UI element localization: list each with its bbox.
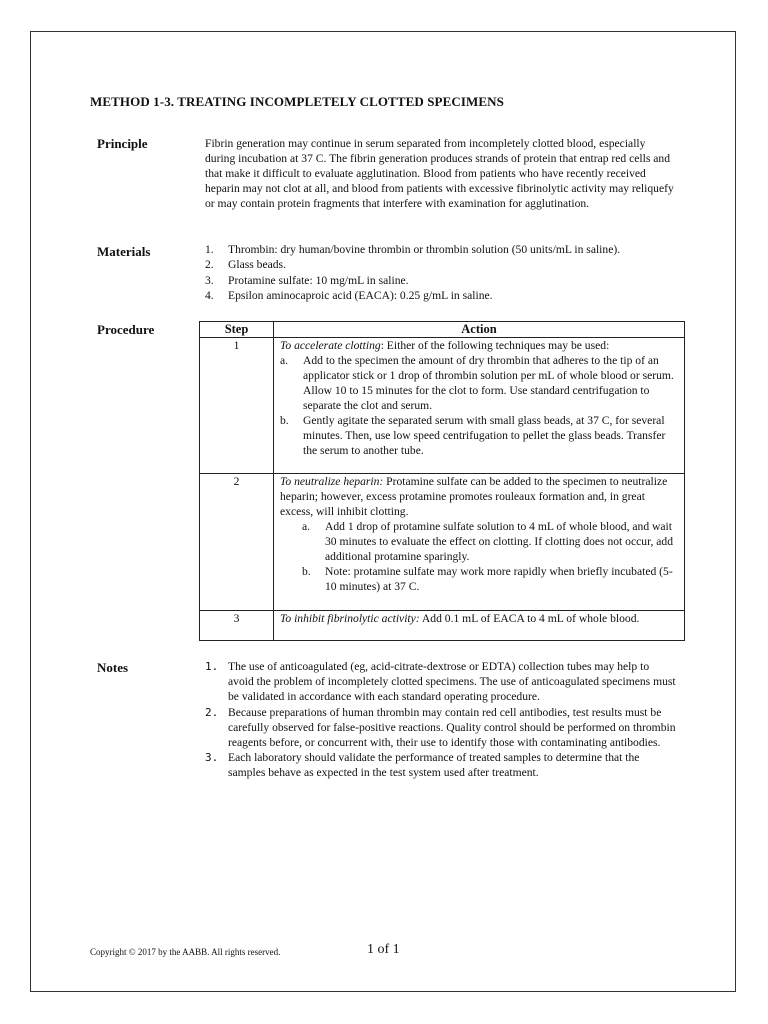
action-lead <box>280 611 678 626</box>
list-item <box>205 242 620 257</box>
step-cell: 2 <box>200 474 274 611</box>
item-number: 4. <box>205 289 214 303</box>
sub-letter: b. <box>302 565 311 578</box>
item-text: Glass beads. <box>228 258 286 272</box>
item-number: 3. <box>205 273 214 287</box>
principle-text: Fibrin generation may continue in serum separated from incompletely clotted blood, especially during incubation at 37 C. The fibrin generation produces strands of protein that entrap red cells and that make it difficult to evaluate agglutination. Blood from patients who have recently received heparin may not clot at all, and blood from patients with excessive fibrinolytic activity may reliquefy or may contain protein fragments that interfere with examination for agglutination. <box>205 137 674 210</box>
list-item <box>205 273 620 288</box>
action-cell <box>274 474 685 611</box>
lead-italic: To accelerate clotting <box>280 339 381 352</box>
sub-text: Add to the specimen the amount of dry thrombin that adheres to the tip of an applicator stick or 1 drop of thrombin solution per mL of whole blood or serum. Allow 10 to 15 minutes for the clot to form. Use standard centrifugation to separate the clot and serum. <box>303 354 674 412</box>
lead-text: : Either of the following techniques may be used: <box>380 339 610 352</box>
list-item <box>205 705 677 751</box>
lead-italic: To inhibit fibrinolytic activity: <box>280 612 420 625</box>
sub-text: Gently agitate the separated serum with small glass beads, at 37 C, for several minutes. Then, use low speed centrifugation to pellet the glass beads. Transfer the serum to another tube. <box>303 414 666 457</box>
table-row <box>200 338 685 474</box>
materials-list <box>205 242 620 304</box>
materials-label: Materials <box>97 244 151 259</box>
item-text: Each laboratory should validate the performance of treated samples to determine that the samples behave as expected in the test system used after treatment. <box>228 751 640 780</box>
item-number: 3. <box>205 751 219 765</box>
item-number: 1. <box>205 660 219 673</box>
action-lead <box>280 338 678 353</box>
sub-text: Note: protamine sulfate may work more rapidly when briefly incubated (5-10 minutes) at 37 C. <box>325 565 673 593</box>
page-number: 1 of 1 <box>367 942 400 957</box>
list-item <box>205 257 620 272</box>
sub-item <box>280 413 678 458</box>
item-number: 1. <box>205 243 214 256</box>
sub-item <box>280 353 678 413</box>
table-row <box>200 611 685 641</box>
step-cell: 1 <box>200 338 274 474</box>
principle-label: Principle <box>97 136 148 151</box>
copyright-text: Copyright © 2017 by the AABB. All rights reserved. <box>90 947 281 957</box>
item-number: 2. <box>205 258 214 272</box>
item-text: Thrombin: dry human/bovine thrombin or thrombin solution (50 units/mL in saline). <box>228 243 621 256</box>
item-text: Protamine sulfate: 10 mg/mL in saline. <box>228 273 409 287</box>
sub-letter: a. <box>280 354 289 367</box>
action-cell <box>274 338 685 474</box>
item-text: The use of anticoagulated (eg, acid-citrate-dextrose or EDTA) collection tubes may help to avoid the problem of incompletely clotted specimens. The use of anticoagulated specimens must be validated in accordance with each standard operating procedure. <box>228 660 676 704</box>
notes-list <box>205 659 677 781</box>
sub-text: Add 1 drop of protamine sulfate solution to 4 mL of whole blood, and wait 30 minutes to evaluate the effect on clotting. If clotting does not occur, add additional protamine sparingly. <box>325 520 673 563</box>
sub-item <box>280 564 678 594</box>
lead-text: Add 0.1 mL of EACA to 4 mL of whole blood. <box>419 612 640 625</box>
sub-letter: a. <box>302 520 311 533</box>
item-number: 2. <box>205 705 219 719</box>
list-item <box>205 750 677 780</box>
lead-text: Protamine sulfate can be added to the specimen to neutralize heparin; however, excess protamine promotes rouleaux formation and, in great excess, will inhibit clotting. <box>280 475 668 518</box>
step-cell: 3 <box>200 611 274 641</box>
sub-item <box>280 519 678 564</box>
list-item <box>205 659 677 705</box>
list-item <box>205 288 620 303</box>
action-header: Action <box>274 322 685 338</box>
procedure-label: Procedure <box>97 322 155 337</box>
sub-letter: b. <box>280 414 289 427</box>
step-header: Step <box>200 322 274 338</box>
table-header-row <box>200 322 685 338</box>
document-title: METHOD 1-3. TREATING INCOMPLETELY CLOTTED SPECIMENS <box>90 94 504 109</box>
procedure-table <box>199 321 685 641</box>
action-lead <box>280 474 678 519</box>
item-text: Because preparations of human thrombin may contain red cell antibodies, test results must be carefully observed for false-positive reactions. Quality control should be performed on thrombin reagents before, or concurrent with, their use to identify those with contaminating antibodies. <box>228 705 676 750</box>
table-row <box>200 474 685 611</box>
action-cell <box>274 611 685 641</box>
notes-label: Notes <box>97 660 129 675</box>
item-text: Epsilon aminocaproic acid (EACA): 0.25 g/mL in saline. <box>228 289 493 303</box>
lead-italic: To neutralize heparin: <box>280 475 384 488</box>
